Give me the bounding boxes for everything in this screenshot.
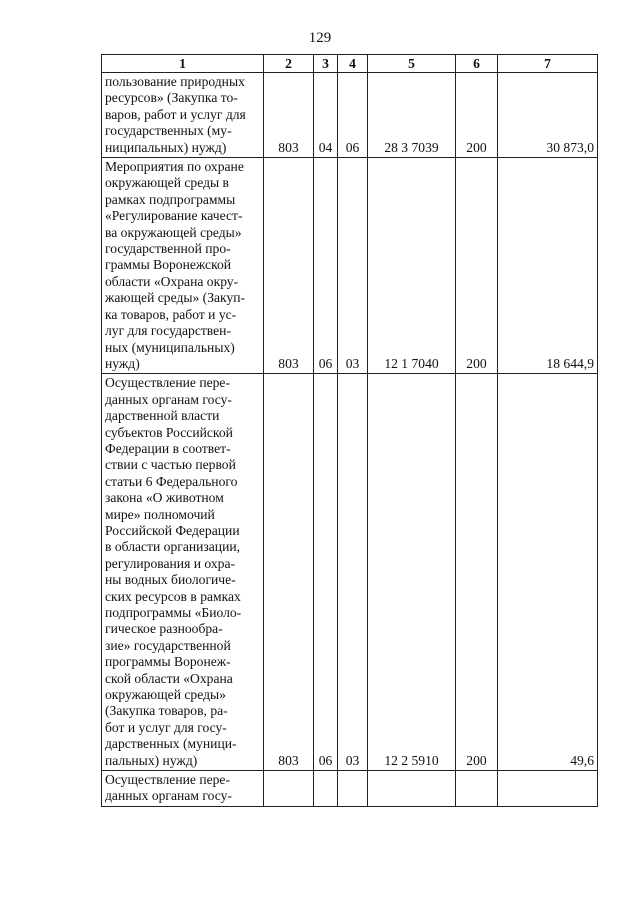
table-row <box>102 73 598 158</box>
description-line: государственной про- <box>105 241 231 257</box>
description-line: жающей среды» (Закуп- <box>105 290 246 306</box>
description-line: мире» полномочий <box>105 506 215 522</box>
description-line: граммы Воронежской <box>105 257 232 273</box>
description-line: Мероприятия по охране <box>105 159 244 175</box>
description-line: субъектов Российской <box>105 424 233 440</box>
cell-ministry-code <box>264 771 314 807</box>
cell-subsection <box>338 771 368 807</box>
description-line: (Закупка товаров, ра- <box>105 703 228 719</box>
description-line: ской области «Охрана <box>105 670 233 686</box>
row-description <box>102 73 264 158</box>
description-line: ных (муниципальных) <box>105 339 235 355</box>
cell-expense-type: 200 <box>456 158 498 374</box>
description-line: окружающей среды в <box>105 175 229 191</box>
description-line: государственных (му- <box>105 123 232 139</box>
description-line: закона «О животном <box>105 490 224 506</box>
description-line: зие» государственной <box>105 637 231 653</box>
cell-expense-type <box>456 771 498 807</box>
description-line: Российской Федерации <box>105 522 240 538</box>
description-line: Федерации в соответ- <box>105 440 231 456</box>
description-line: гическое разнообра- <box>105 621 223 637</box>
cell-section: 04 <box>314 73 338 158</box>
table-row <box>102 158 598 374</box>
header-col-6: 6 <box>456 55 498 73</box>
description-line: подпрограммы «Биоло- <box>105 605 242 620</box>
row-description <box>102 771 264 807</box>
cell-ministry-code: 803 <box>264 73 314 158</box>
description-line: ниципальных) нужд) <box>105 139 227 155</box>
header-col-7: 7 <box>498 55 598 73</box>
cell-section: 06 <box>314 374 338 771</box>
description-line: области «Охрана окру- <box>105 273 239 289</box>
description-line: «Регулирование качест- <box>105 208 243 224</box>
cell-target-article: 12 1 7040 <box>368 158 456 374</box>
description-line: варов, работ и услуг для <box>105 106 246 122</box>
row-description <box>102 374 264 771</box>
description-line: ка товаров, работ и ус- <box>105 306 237 322</box>
description-line: ствии с частью первой <box>105 457 236 473</box>
description-line: дарственных (муници- <box>105 736 237 752</box>
description-line: статьи 6 Федерального <box>105 473 238 489</box>
cell-section: 06 <box>314 158 338 374</box>
description-line: данных органам госу- <box>105 391 232 407</box>
description-line: пользование природных <box>105 74 245 89</box>
cell-amount: 49,6 <box>498 374 598 771</box>
cell-amount: 30 873,0 <box>498 73 598 158</box>
header-col-1: 1 <box>102 55 264 73</box>
table-row <box>102 771 598 807</box>
cell-target-article <box>368 771 456 807</box>
header-col-4: 4 <box>338 55 368 73</box>
description-line: рамках подпрограммы <box>105 191 236 207</box>
header-col-2: 2 <box>264 55 314 73</box>
description-line: ских ресурсов в рамках <box>105 588 241 604</box>
cell-amount <box>498 771 598 807</box>
description-line: Осуществление пере- <box>105 772 230 788</box>
cell-ministry-code: 803 <box>264 158 314 374</box>
header-col-3: 3 <box>314 55 338 73</box>
description-line: ны водных биологиче- <box>105 572 236 588</box>
description-line: пальных) нужд) <box>105 752 198 768</box>
header-row <box>102 55 598 73</box>
description-line: программы Воронеж- <box>105 654 231 670</box>
description-line: ресурсов» (Закупка то- <box>105 90 238 106</box>
description-line: в области организации, <box>105 539 241 555</box>
cell-target-article: 12 2 5910 <box>368 374 456 771</box>
header-col-5: 5 <box>368 55 456 73</box>
description-line: бот и услуг для госу- <box>105 719 227 735</box>
row-description <box>102 158 264 374</box>
budget-table <box>101 54 598 807</box>
table-row <box>102 374 598 771</box>
cell-amount: 18 644,9 <box>498 158 598 374</box>
description-line: дарственной власти <box>105 408 220 424</box>
cell-subsection: 06 <box>338 73 368 158</box>
cell-subsection: 03 <box>338 158 368 374</box>
description-line: Осуществление пере- <box>105 375 230 391</box>
cell-target-article: 28 3 7039 <box>368 73 456 158</box>
description-line: нужд) <box>105 355 140 371</box>
cell-expense-type: 200 <box>456 73 498 158</box>
cell-section <box>314 771 338 807</box>
description-line: луг для государствен- <box>105 323 231 339</box>
description-line: ва окружающей среды» <box>105 224 242 240</box>
page-number: 129 <box>308 30 332 46</box>
cell-ministry-code: 803 <box>264 374 314 771</box>
description-line: регулирования и охра- <box>105 555 236 571</box>
cell-subsection: 03 <box>338 374 368 771</box>
description-line: данных органам госу- <box>105 788 232 804</box>
description-line: окружающей среды» <box>105 687 226 703</box>
cell-expense-type: 200 <box>456 374 498 771</box>
